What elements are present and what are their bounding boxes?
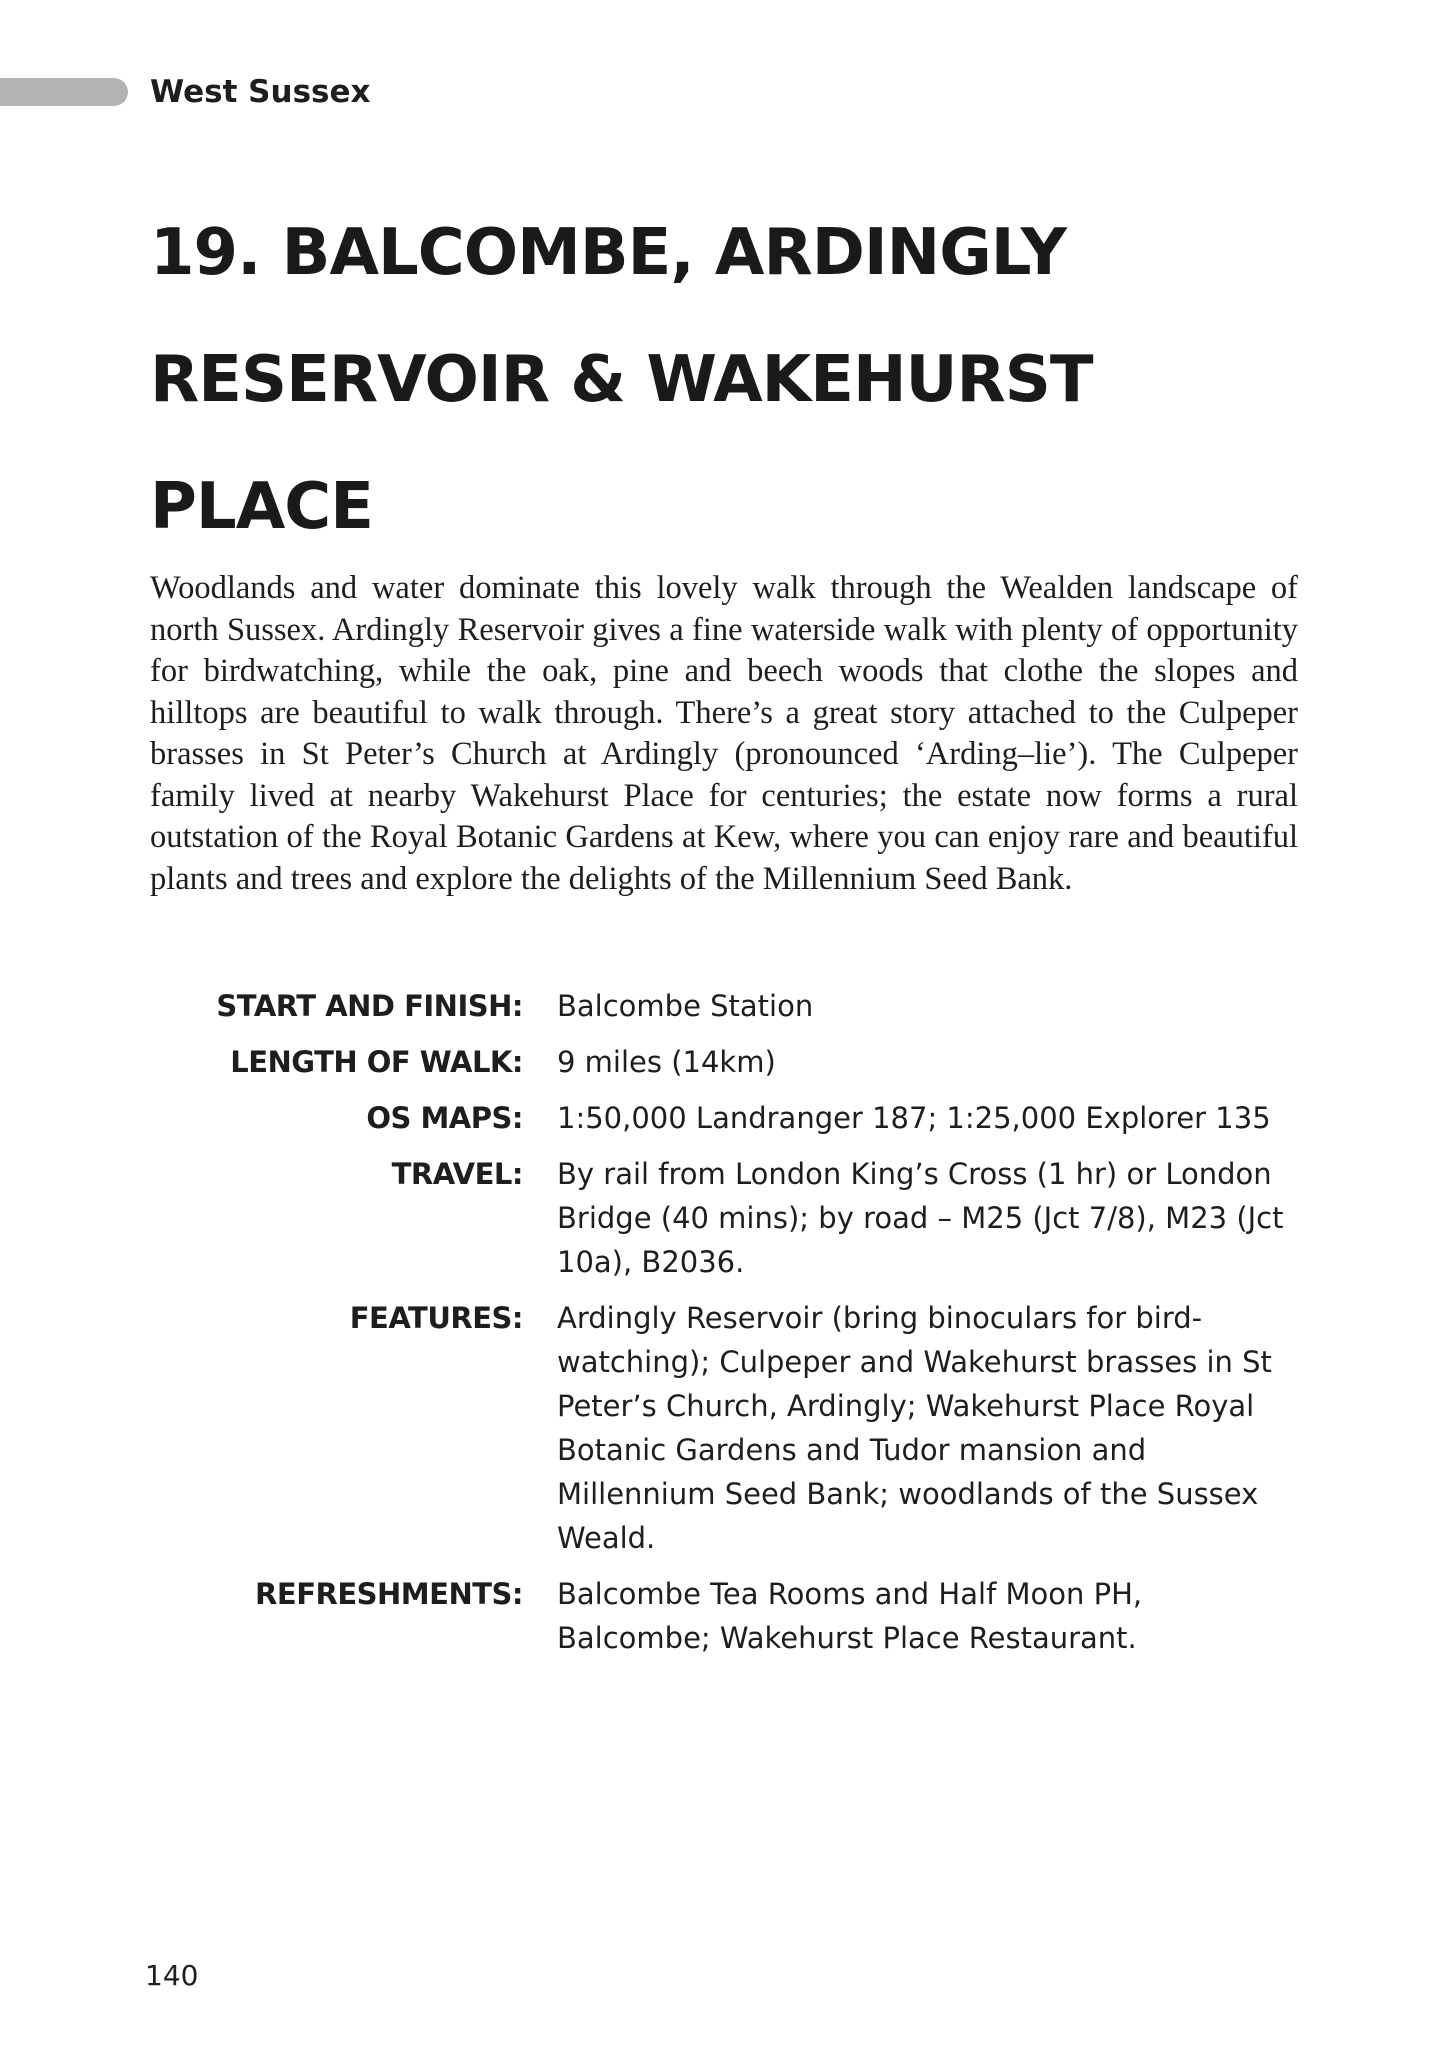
fact-features: [150, 1296, 1310, 1560]
fact-value: 1:50,000 Landranger 187; 1:25,000 Explorer 135: [557, 1101, 1271, 1135]
fact-label: REFRESHMENTS:: [255, 1577, 523, 1611]
page-number: 140: [145, 1959, 199, 1992]
fact-label: START AND FINISH:: [216, 989, 523, 1023]
walk-title: 19. BALCOMBE, ARDINGLY RESERVOIR & WAKEHURST PLACE: [150, 216, 1093, 544]
fact-refreshments: [150, 1572, 1310, 1660]
section-header: West Sussex: [150, 74, 371, 110]
fact-value: Ardingly Reservoir (bring binoculars for bird-watching); Culpeper and Wakehurst brasses in St Peter’s Church, Ardingly; Wakehurst Place Royal Botanic Gardens and Tudor mansion and Millennium Seed Bank; woodlands of the Sussex Weald.: [557, 1301, 1272, 1555]
fact-label: FEATURES:: [349, 1301, 523, 1335]
intro-paragraph: Woodlands and water dominate this lovely walk through the Wealden landscape of north Sussex. Ardingly Reservoir gives a fine waterside walk with plenty of opportunity for birdwatching, while the oak, pine and beech woods that clothe the slopes and hilltops are beautiful to walk through. There’s a great story attached to the Culpeper brasses in St Peter’s Church at Ardingly (pronounced ‘Arding–lie’). The Culpeper family lived at nearby Wakehurst Place for centuries; the estate now forms a rural outstation of the Royal Botanic Gardens at Kew, where you can enjoy rare and beautiful plants and trees and explore the delights of the Millennium Seed Bank.: [150, 570, 1298, 897]
fact-label: TRAVEL:: [391, 1157, 523, 1191]
fact-label: LENGTH OF WALK:: [230, 1045, 523, 1079]
fact-value: Balcombe Tea Rooms and Half Moon PH, Balcombe; Wakehurst Place Restaurant.: [557, 1577, 1143, 1655]
fact-value: 9 miles (14km): [557, 1045, 776, 1079]
fact-os-maps: [150, 1096, 1310, 1140]
fact-travel: [150, 1152, 1310, 1284]
fact-value: Balcombe Station: [557, 989, 814, 1023]
section-tab-bar: [0, 78, 128, 106]
fact-start-and-finish: [150, 984, 1310, 1028]
walk-facts: [150, 984, 1310, 1672]
fact-label: OS MAPS:: [366, 1101, 523, 1135]
fact-value: By rail from London King’s Cross (1 hr) or London Bridge (40 mins); by road – M25 (Jct 7/8), M23 (Jct 10a), B2036.: [557, 1157, 1284, 1279]
fact-length-of-walk: [150, 1040, 1310, 1084]
